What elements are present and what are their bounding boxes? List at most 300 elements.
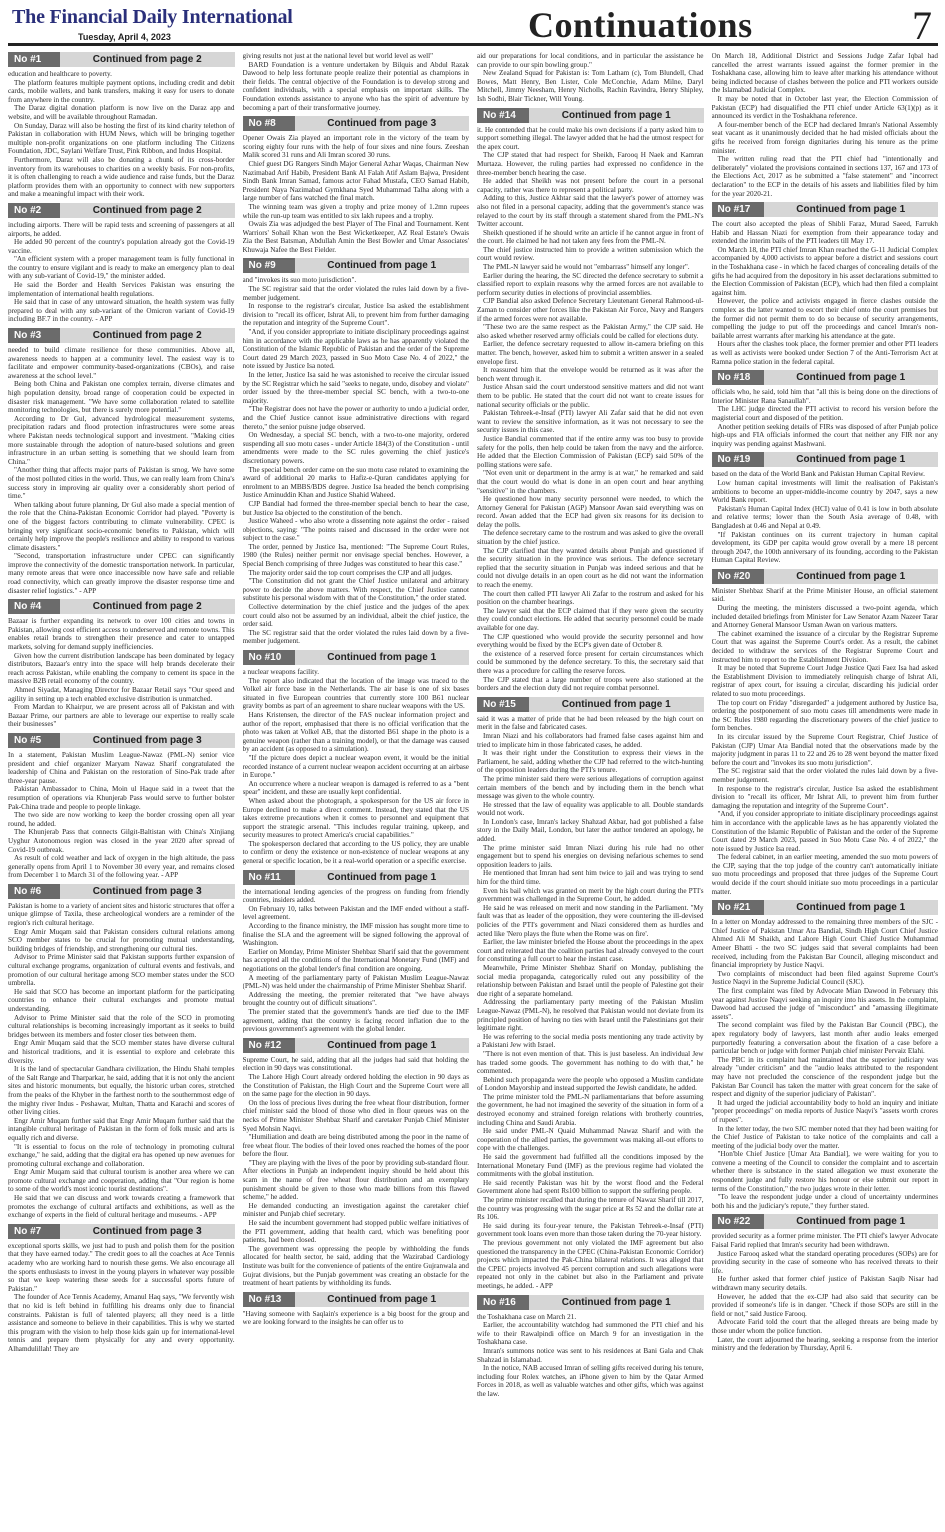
paragraph: "The Registrar does not have the power or authority to undo a judicial order, and the Chief Justice cannot issue administrative directions with regard thereto," the senior puisne judge observed. xyxy=(242,405,469,431)
paragraph: Justice Waheed - who also wrote a dissenting note against the order - raised objections, saying: "The points raised and discussed in the order were not subject to the case." xyxy=(242,517,469,543)
paragraph: Earlier, the defence secretary requested to allow in-camera briefing on this matter. The bench, however, asked him to submit a written answer in a sealed envelope first. xyxy=(477,340,704,366)
paragraph: On Sunday, Daraz will also be hosting the first of its kind charity telethon of Pakistan in collaboration with HUM News, which will be bringing together multiple non-profit organizations on one platform including The Citizens Foundation, JDC, Saylani Welfare Trust, Pink Ribbon, and Indus Hospital. xyxy=(8,121,235,156)
story-body xyxy=(243,1310,470,1327)
story-number: No #22 xyxy=(712,1214,764,1229)
paragraph: He questioned how many security personnel were needed, to which the Attorney General for Pakistan (AGP) Mansoor Awan said everything was on record. Awan added that the ECP had given six reasons for its decision to delay the polls. xyxy=(477,495,704,529)
paragraph: "There is not even mention of that. This is just baseless. An individual Jew has traded some goods. The government has nothing to do with that," he commented. xyxy=(477,1049,704,1076)
paragraph: He was referring to the social media posts mentioning any trade activity by a Pakistani Jew with Israel. xyxy=(477,1032,704,1050)
story-number: No #2 xyxy=(8,203,60,218)
paragraph: The chief justice instructed him to provide a written submission which the court would review. xyxy=(477,245,704,263)
continued-from-label: Continued from page 3 xyxy=(60,733,235,748)
paragraph: It may be noted that Supreme Court Judge Justice Qazi Faez Isa had asked the Establishment Division to immediately relinquish charge of Ishrat Ali, registrar of apex court, for issuing a circular, discarding his judicial order related to suo motu proceedings. xyxy=(711,664,938,698)
paragraph: provided security as a former prime minister. The PTI chief's lawyer Advocate Faisal Farid replied that Imran's security had been withdrawn. xyxy=(711,1232,938,1250)
paragraph: According to the finance ministry, the IMF mission has sought more time to finalise the SLA and the agreement will be signed following the approval of Washington. xyxy=(242,922,469,948)
paragraph: He said that we can discuss and work towards creating a framework that promotes the exchange of cultural artifacts and exhibitions, as well as the exchange of experts in the field of cultural heritage and museums. - APP xyxy=(8,1194,235,1220)
story-body xyxy=(8,221,235,324)
paragraph: The court also accepted the pleas of Shibli Faraz, Murad Saeed, Farrukh Habib and Hassan Niazi for exemption from their appearance today and extended the interim bails of the PTI leaders till May 17. xyxy=(711,220,938,246)
paragraph: The SC registrar said that the order violated the rules laid down by a five-member judgement. xyxy=(242,628,469,646)
story-header xyxy=(243,258,470,273)
story-header xyxy=(477,108,704,123)
paragraph: He said he was released on merit and now standing in the Parliament. "My fault was that as leader of the opposition, they were countering the ill-devised policies of the PTI's government and Niazi considered them as hurdles and acted like 'Nero plays the flute when the Rome was on fire'. xyxy=(477,903,704,938)
paragraph: He further asked that former chief justice of Pakistan Saqib Nisar had withdrawn many security details. xyxy=(711,1275,938,1292)
paragraph: the existence of a reserved force present for certain circumstances which could be summoned by the defence secretary. To this, the secretary said that there was a procedure for calling the reserve forces. xyxy=(477,649,704,675)
paragraph: Imran's summons notice was sent to his residences at Bani Gala and Chak Shahzad in Islamabad. xyxy=(477,1346,704,1364)
story-body xyxy=(477,715,704,1291)
paragraph: the Toshakhana case on March 21. xyxy=(477,1312,577,1321)
paragraph: The two side are now working to keep the border crossing open all year round, he added. xyxy=(8,811,235,828)
paragraph: Engr Amir Muqam said that cultural tourism is another area where we can promote cultural exchange and cooperation, adding that "Our region is home to some of the world's most iconic tourist destinations". xyxy=(8,1168,235,1194)
paragraph: "They are playing with the lives of the poor by providing sub-standard flour. After elections in Punjab an independent inquiry should be held about this scam in the name of free wheat flour distribution and an exemplary punishment should be given to those who made billions from this flawed scheme," he added. xyxy=(242,1158,469,1202)
paragraph: Justice Ahsan said the court understood sensitive matters and did not want them to be public. He stated that the court did not want to create issues for national security officials or the public. xyxy=(477,383,704,409)
paragraph: He said recently Pakistan was hit by the worst flood and the Federal Government alone had spent Rs100 billion to support the suffering people. xyxy=(477,1178,704,1196)
paragraph: The premier stated that the government's 'hands are tied' due to the IMF agreement, adding that the country is facing record inflation due to the previous government's agreement with the global lender. xyxy=(242,1007,469,1034)
paragraph: He mentioned that Imran had sent him twice to jail and was trying to send him for the third time. xyxy=(477,869,704,887)
paragraph: Hans Kristensen, the director of the FAS nuclear information project and author of the report, emphasised that there is no official verification that the photo was taken at Volkel AB, that the distorted B61 shape in the photo is a genuine weapon (rather than a training model), or that the damage was caused by an accident (as opposed to a simulation). xyxy=(242,710,469,754)
story-number: No #17 xyxy=(712,202,764,217)
paragraph: "Having someone with Saqlain's experience is a big boost for the group and we are looking forward to the insights he can offer us to xyxy=(242,1309,469,1327)
paragraph: The prime minister recalled that during the tenure of Nawaz Sharif till 2017, the country was progressing with the sugar price at Rs 52 and the dollar rate at Rs 106. xyxy=(477,1196,704,1222)
story-number: No #1 xyxy=(8,52,60,67)
paragraph: Later, the court adjourned the hearing, seeking a response from the interior ministry and the federation by Thursday, April 6. xyxy=(711,1335,938,1353)
paragraph: From Mardan to Khairpur, we are present across all of Pakistan and with Bazaar Prime, our partners are able to leverage our expertise to really scale their businesses" xyxy=(8,703,235,729)
story-header xyxy=(712,1214,939,1229)
paragraph: the international lending agencies of the progress on funding from friendly countries, insiders added. xyxy=(242,887,469,905)
story xyxy=(8,733,235,880)
paragraph: He stressed that the law of equality was applicable to all. Double standards would not work. xyxy=(477,800,704,818)
paragraph: It had urged the judicial accountability body to hold an inquiry and initiate "proper proceedings" on media reports of Justice Naqvi's "assets worth crores of rupees". xyxy=(711,1098,938,1124)
story-number: No #20 xyxy=(712,569,764,584)
paragraph: However, the police and activists engaged in fierce clashes outside the complex as the latter wanted to escort their chief onto the court premises but the former did not permit them to do so because of security arrangements, compelling the judge to put off the proceedings and cancel Imran's non-bailable arrest warrants after marking his attendance at the gate. xyxy=(711,297,938,340)
story xyxy=(712,370,939,448)
continued-from-label: Continued from page 1 xyxy=(529,108,704,123)
paragraph: "The Constitution did not grant the Chief Justice unilateral and arbitrary power to decide the above matters. With respect, the Chief Justice cannot substitute his personal wisdom with that of the Constitution," the order stated. xyxy=(242,577,469,603)
paragraph: It may be noted that in October last year, the Election Commission of Pakistan (ECP) had disqualified the PTI chief under Article 63(1)(p) as it announced its verdict in the Toshakhana reference. xyxy=(711,94,938,121)
masthead xyxy=(8,0,938,46)
paragraph: Adding to this, Justice Akhtar said that the lawyer's power of attorney was also not filed in a personal capacity, adding that the government's stance was relayed to the court by its staff through a statement shared from the PML-N's Twitter account. xyxy=(477,194,704,229)
paragraph: According to Dr Gul, advanced hydrological measurement systems, precipitation radars and flood protection infrastructures were some areas where Pakistan needs technological support and investment. "Making cities more sustainable through the adoption of nature-based solutions and green infrastructure in an urban setting is something that we should learn from China." xyxy=(8,414,235,466)
continued-from-label: Continued from page 1 xyxy=(764,202,939,217)
story xyxy=(8,203,235,324)
paragraph: The defence secretary came to the rostrum and was asked to give the overall situation by the chief justice. xyxy=(477,529,704,547)
story-body xyxy=(712,220,939,366)
story xyxy=(243,116,470,254)
story xyxy=(8,52,235,199)
story-number: No #14 xyxy=(477,108,529,123)
story-header xyxy=(243,116,470,131)
paragraph: Earlier on Monday, Prime Minister Shehbaz Sharif said that the government has accepted all the conditions of the International Monetary Fund (IMF) and negotiations on the global lender's final condition are ongoing. xyxy=(242,947,469,973)
paragraph: A meeting of the parliamentary party of Pakistan Muslim League-Nawaz (PML-N) was held under the chairmanship of Prime Minister Shehbaz Sharif. xyxy=(242,973,469,991)
paragraph: "These two are the same respect as the Pakistan Army," the CJP said. He also asked whether reserved army officials could be called for elections duty. xyxy=(477,323,704,340)
story-body xyxy=(712,918,939,1210)
story-number: No #9 xyxy=(243,258,295,273)
story-number: No #13 xyxy=(243,1292,295,1307)
paragraph: In response to the registrar's circular, Justice Isa asked the establishment division to "recall its officer, Ishrat Ali, to prevent him from further damaging the reputation and integrity of the Supreme Court". xyxy=(242,302,469,328)
story xyxy=(477,108,704,693)
story-body xyxy=(8,902,235,1220)
paragraph: "Humiliation and death are being distributed among the poor in the name of free wheat flour. The bodies of their loved ones reached the homes of the poor before the flour. xyxy=(242,1133,469,1159)
paragraph: The prime minister said there were serious allegations of corruption against certain members of the bench and by including them in the bench what message was given to the whole country. xyxy=(477,774,704,801)
paragraph: He said the incumbent government had stopped public welfare initiatives of the PTI government, adding that health card, which was benefiting poor patients, had been closed. xyxy=(242,1219,469,1245)
paragraph: In a letter on Monday addressed to the remaining three members of the SJC - Chief Justice of Pakistan Umar Ata Bandial, Sindh High Court Chief Justice Ahmed Ali M Shaikh, and Lahore High Court Chief Justice Muhammad Ameer Bhatti - the two SC judges said that several complaints had been received, including from the Pakistan Bar Council, alleging misconduct and financial impropriety by Justice Naqvi. xyxy=(711,918,938,970)
story-body xyxy=(243,888,470,1034)
paragraph: Addressing the meeting, the premier reiterated that "we have always brought the country out of difficult situations". xyxy=(242,990,469,1008)
paragraph: In a statement, Pakistan Muslim League-Nawaz (PML-N) senior vice president and chief organizer Maryam Nawaz Sharif congratulated the leadership of China and Pakistan on the restoration of Sino-Pak trade after three-year pause. xyxy=(8,750,235,785)
story xyxy=(477,1295,704,1399)
paragraph: Justice Bandial commented that if the entire army was too busy to provide safety for the polls, then help could be taken from the navy and the airforce. He added that the Election Commission of Pakistan (ECP) said 50% of the polling stations were safe. xyxy=(477,434,704,469)
paragraph: The majority order said the top court comprises the CJP and all judges. xyxy=(248,568,453,577)
story-number: No #4 xyxy=(8,599,60,614)
story xyxy=(243,1038,470,1288)
paragraph: In the letter today, the two SJC member noted that they had been waiting for the Chief Justice of Pakistan to take notice of the complaints and call a meeting of the judicial body over the matter. xyxy=(711,1124,938,1150)
paragraph: it. He contended that he could make his own decisions if a party asked him to support something illegal. The lawyer added that he had the utmost respect for the apex court. xyxy=(477,125,704,151)
continued-from-label: Continued from page 3 xyxy=(60,1224,235,1239)
continued-from-label: Continued from page 1 xyxy=(295,258,470,273)
paragraph: He said during its four-year tenure, the Pakistan Tehreek-e-Insaf (PTI) government took loans even more than those taken during the 70-year history. xyxy=(477,1221,704,1239)
story-number: No #7 xyxy=(8,1224,60,1239)
story xyxy=(712,900,939,1210)
paragraph: It reassured him that the envelope would be returned as it was after the bench went through it. xyxy=(477,366,704,383)
story xyxy=(243,258,470,646)
story-body xyxy=(712,1232,939,1352)
paragraph: The CJP clarified that they wanted details about Punjab and questioned if the security situation in the province was serious. The defence secretary replied that the security situation in Punjab was indeed serious and that he could not divulge details in an open court as he did not want the information to reach the enemy. xyxy=(477,546,704,590)
paragraph: On March 18, the PTI chief Imran Khan reached the G-11 Judicial Complex accompanied by 4,000 activists to appear before a district and sessions court in the Toshakhana case - in which he faced charges of concealing details of the gifts he had acquired from the depository in his asset declarations submitted to the Election Commission of Pakistan (ECP), which had then filed a complaint against him. xyxy=(711,245,938,297)
continued-from-label: Continued from page 3 xyxy=(295,116,470,131)
paragraph: He said the Border and Health Services Pakistan was ensuring the implementation of international health regulations. xyxy=(8,281,235,298)
paragraph: "Hon'ble Chief Justice [Umar Ata Bandial], we were waiting for you to convene a meeting of the Council to consider the complaint and to ascertain whether there is substance in the stated allegation we must exonerate the respondent judge and fully restore his honour or else submit our report in terms of the Constitution," the two judges wrote in their letter. xyxy=(711,1150,938,1193)
paragraph: In its circular issued by the Supreme Court Registrar, Chief Justice of Pakistan (CJP) Umar Ata Bandial noted that the observations made by the majority judgment in paras 11 to 22 and 26 to 28 went beyond the matter fixed before the court and "invokes its suo motu jurisdiction". xyxy=(711,732,938,767)
paragraph: Behind such propaganda were the people who opposed a Muslim candidate of London Mayorship and instead supported the Jewish candidate, he added. xyxy=(477,1075,704,1093)
paragraph: CJP Bandial had formed the three-member special bench to hear the case, but Justice Isa objected to the constitution of the bench. xyxy=(242,499,469,517)
paragraph: Advisor to Prime Minister said that the role of the SCO in promoting cultural relationships is becoming increasingly important as it seeks to build bridges between its members and foster closer ties between them. xyxy=(8,1013,235,1039)
paragraph: Addressing the parliamentary party meeting of the Pakistan Muslim League-Nawaz (PML-N), he resolved that Pakistan would not deviate from its principled position of having no ties with Israel until the Palestinians got their legitimate right. xyxy=(477,998,704,1033)
story-number: No #15 xyxy=(477,697,529,712)
paragraph: Pakistan Ambassador to China, Moin ul Haque said in a tweet that the resumption of operations via Khunjerab Pass would serve to further bolster Pak-China trade and people to people linkage. xyxy=(8,785,235,811)
paragraph: a nuclear weapons facility. xyxy=(242,668,320,676)
continued-from-label: Continued from page 3 xyxy=(60,884,235,899)
paragraph: "It is essential to focus on the role of technology in promoting cultural exchange," he said, adding that the digital era has opened up new avenues for promoting cultural exchange and collaboration. xyxy=(8,1142,235,1168)
paragraph: "Second, transportation infrastructure under CPEC can significantly improve the connectivity of the domestic transportation network. In particular, many remote areas that were once inaccessible now have safe and reliable road connectivity, which can greatly improve the disaster response time and disaster relief logistics." - APP xyxy=(8,552,235,595)
continued-from-label: Continued from page 2 xyxy=(60,203,235,218)
paragraph: Earlier during the hearing, the SC directed the defence secretary to submit a classified report to explain reasons why the armed forces are not available to perform security duties in elections of provincial assemblies. xyxy=(477,271,704,297)
story-body xyxy=(477,52,704,104)
story-body xyxy=(477,1313,704,1399)
paragraph: Low human capital investments will limit the realisation of Pakistan's ambitions to become an upper-middle-income country by 2047, says a new World Bank report. xyxy=(711,478,938,505)
paragraph: When asked about the photograph, a spokesperson for the US air force in Europe declined to make a direct comment. Instead, they stated that the US takes extreme precautions when it comes to personnel and equipment that support the strategic arsenal. "This includes regular training, upkeep, and security measures to protect America's crucial capabilities." xyxy=(242,796,469,840)
newspaper-name: The Financial Daily International xyxy=(12,6,293,28)
paragraph: "Not even unit or department in the army is at war," he remarked and said that the court would do what is done in an open court and hear anything "sensitive" in the chambers. xyxy=(477,469,704,495)
paragraph: BARD Foundation is a venture undertaken by Bilquis and Abdul Razak Dawood to help less fortunate people realize their potential as champions in their fields. The central objective of the Foundation is to develop strong and confident individuals, with a special emphasis on important skills. The Foundation extends assistance to anyone who has the spirit of adventure by becoming a part of their transformative journey. xyxy=(242,60,469,112)
story xyxy=(712,52,939,198)
story-header xyxy=(712,370,939,385)
paragraph: Collective determination by the chief justice and the judges of the apex court could also not be assumed by an individual, albeit the chief justice, the order said. xyxy=(242,603,469,629)
paragraph: The CJP questioned who would provide the security personnel and how everything would be fixed by the ECP's given date of October 8. xyxy=(477,632,704,650)
paragraph: He added 90 percent of the country's population already got the Covid-19 vaccine. xyxy=(8,238,235,255)
paragraph: The Lahore High Court already ordered holding the election in 90 days as the Constitution of Pakistan, the High Court and the Supreme Court were all on the same page for the election in 90 days. xyxy=(242,1072,469,1099)
story-number: No #12 xyxy=(243,1038,295,1053)
story xyxy=(712,202,939,366)
paragraph: Another petition seeking details of FIRs was disposed of after Punjab police high-ups and FIA officials informed the court that neither any FIR nor any inquiry was pending against Mashwani. xyxy=(711,422,938,448)
continued-from-label: Continued from page 1 xyxy=(295,650,470,665)
story xyxy=(243,650,470,866)
paragraph: Sheikh questioned if he should write an article if he cannot argue in front of the court. He claimed he had not taken any fees from the PML-N. xyxy=(477,228,704,246)
paragraph: The cabinet examined the issuance of a circular by the Registrar Supreme Court that was against the Supreme Court's order. As a result, the cabinet decided to withdraw the services of the Registrar Supreme Court and instructed him to report to the Establishment Division. xyxy=(711,629,938,664)
paragraph: On Wednesday, a special SC bench, with a two-to-one majority, ordered suspending all suo motu cases - under Article 184(3) of the Constitution - until amendments were made to the SC rules governing the chief justice's discretionary powers. xyxy=(242,431,469,465)
story xyxy=(477,52,704,104)
paragraph: Being both China and Pakistan one complex terrain, diverse climates and high population density, broad range of cooperation could be expected in disaster risk management. "We have some collaboration related to satellite monitoring technologies, but there is surely more potential." xyxy=(8,380,235,415)
story-header xyxy=(712,452,939,467)
continued-from-label: Continued from page 1 xyxy=(764,370,939,385)
paragraph: The PML-N lawyer said he would not "embarrass" himself any longer". xyxy=(483,263,690,272)
paragraph: Pakistan's Human Capital Index (HCI) value of 0.41 is low in both absolute and relative terms; lower than the South Asia average of 0.48, with Bangladesh at 0.46 and Nepal at 0.49. xyxy=(711,504,938,530)
paragraph: Advocate Farid told the court that the alleged threats are being made by those under whom the police function. xyxy=(711,1318,938,1335)
paragraph: On the loss of precious lives during the free wheat flour distribution, former chief minister said the blood of those who died in flour queues was on the necks of Prime Minister Shehbaz Sharif and caretaker Punjab Chief Minister Syed Mohsin Naqvi. xyxy=(242,1098,469,1133)
paragraph: The government was oppressing the people by withholding the funds allocated for health sector, he said, adding that the Wazirabad Cardiology Institute was built for the convenience of patients of the entire Gujranwala and Gujrat divisions, but the Punjab government was creating an obstacle for the treatment of heart patients by withholding its funds. xyxy=(242,1244,469,1288)
story-header xyxy=(8,1224,235,1239)
paragraph: The report also indicated that the location of the image was traced to the Volkel air force base in the Netherlands. The air base is one of six bases situated in five European countries that currently store 100 B61 nuclear gravity bombs as part of an agreement to share nuclear weapons with the US. xyxy=(242,676,469,711)
paragraph: Minister Shehbaz Sharif at the Prime Minister House, an official statement said. xyxy=(711,586,938,604)
paragraph: A four-member bench of the ECP had declared Imran's National Assembly seat vacant as it unanimously decided that he had misled officials about the gifts he received from foreign dignitaries during his tenure as the prime minister. xyxy=(711,120,938,155)
paragraph: Given how the current distribution landscape has been dominated by legacy distributors, Bazaar's entry into the space will help brands decelerate their reach across Pakistan, while enabling the company to cement its space in the massive B2B retail economy of the country. xyxy=(8,651,235,686)
story-body xyxy=(712,52,939,198)
continued-from-label: Continued from page 1 xyxy=(529,697,704,712)
paragraph: Chief guest DG Rangers Sindh Major General Azhar Waqas, Chairman New Nazimabad Arif Habib, President Bank Al Falah Atif Aslam Bajwa, President Sindh Bank Imran Samad, famous actor Fahad Mustafa, CEO Samad Habib, President Naya Nazimabad Gymkhana Syed Muhammad Talha along with a large number of fans watched the final match. xyxy=(242,159,469,203)
story-body xyxy=(8,1242,235,1354)
story xyxy=(243,1292,470,1327)
story-number: No #10 xyxy=(243,650,295,665)
paragraph: He said the government had fulfilled all the conditions imposed by the International Monetary Fund (IMF) as the previous regime had violated the commitments with the global institution. xyxy=(477,1153,704,1179)
paragraph: The second complaint was filed by the Pakistan Bar Council (PBC), the apex regulatory body of lawyers, last month after audio leaks emerged purportedly featuring a conversation about the fixation of a case before a particular bench or judge with former Punjab chief minister Pervaiz Elahi. xyxy=(711,1021,938,1056)
paragraph: based on the data of the World Bank and Pakistan Human Capital Review. xyxy=(711,470,925,479)
continued-from-label: Continued from page 2 xyxy=(60,52,235,67)
paragraph: "And, if you consider appropriate to initiate disciplinary proceedings against him in accordance with the applicable laws as he has apparently violated the Constitution of the Islamic Republic of Pakistan and the order of the Supreme Court dated 29 March 2023, passed in Suo Motu Case No. 4 of 2022," the note issued by Justice Isa read. xyxy=(711,810,938,853)
paragraph: and "invokes its suo moto jurisdiction". xyxy=(242,276,357,285)
story-body xyxy=(243,1056,470,1288)
paragraph: The first complaint was filed by Advocate Mian Dawood in February this year against Justice Naqvi seeking an inquiry into his assets. In the complaint, Dawood had accused the judge of "misconduct" and "amassing illegitimate assets". xyxy=(711,987,938,1021)
paragraph: Pakistan Tehreek-e-Insaf (PTI) lawyer Ali Zafar said that he did not even want to review the sensitive information, as it was not necessary to see the security issues in this case. xyxy=(477,409,704,435)
story-header xyxy=(243,1038,470,1053)
story-header xyxy=(8,203,235,218)
column-2 xyxy=(243,52,470,1528)
paragraph: On March 18, Additional District and Sessions Judge Zafar Iqbal had cancelled the arrest warrants issued against the former premier in the Toshakhana case, allowing him to leave after marking his attendance without being indicted because of clashes between the police and PTI workers outside the Islamabad Judicial Complex. xyxy=(711,52,938,95)
story xyxy=(712,569,939,896)
story-body xyxy=(8,617,235,729)
paragraph: The LHC judge directed the PTI activist to record his version before the magisterial court and disposed of the petition. xyxy=(711,405,938,422)
paragraph: The founder of Ace Tennis Academy, Amanul Haq says, "We fervently wish that no kid is left behind in fulfilling his dreams only due to financial constraints. Pakistan is full of talented players; all they need is a little assistance and someone to believe in their capabilities. This is why we started this program with the vision to help those kids gain up for international-level tennis and prepare them physically for any and every opportunity. Alhamdulillah! They are xyxy=(8,1293,235,1353)
story-number: No #3 xyxy=(8,328,60,343)
paragraph: During the meeting, the ministers discussed a two-point agenda, which included detailed briefings from Minister for Law Senator Azam Nazeer Tarar and Attorney General Mansoor Usman Awan on various matters. xyxy=(711,604,938,630)
paragraph: The PBC in its complaint had maintained that the superior judiciary was already "under criticism" and the "audio leaks attributed to the respondent may have not precluded the conscience of the respondent judge but the Pakistan Bar Council has taken the matter with great concern for the sake of respect and dignity of the superior judiciary of Pakistan". xyxy=(711,1055,938,1099)
story-header xyxy=(477,697,704,712)
continued-from-label: Continued from page 1 xyxy=(764,569,939,584)
story-body xyxy=(712,587,939,896)
continued-from-label: Continued from page 1 xyxy=(295,1038,470,1053)
paragraph: needed to build climate resilience for these communities. Above all, awareness needs to happen at a community level. The easiest way is to facilitate and empower community-based-organizations (CBOs), and raise awareness at the school level." xyxy=(8,346,235,380)
paragraph: The spokesperson declared that according to the US policy, they are unable to confirm or deny the existence or non-existence of nuclear weapons at any general or specific location, be it a real-world operation or a specific exercise. xyxy=(242,839,469,866)
paragraph: In the letter, Justice Isa said he was astonished to receive the circular issued by the SC Registrar which he said "seeks to negate, undo, disobey and violate" order issued by the three-member special SC bench, with a two-to-one majority. xyxy=(242,371,469,405)
paragraph: The Khunjerab Pass that connects Gilgit-Baltistan with China's Xinjiang Uyghur Autonomous region was closed in the year 2020 after spread of Covid-19 outbreak. xyxy=(8,828,235,854)
paragraph: Meanwhile, Prime Minister Shehbaz Sharif on Monday, publishing the social media propaganda, categorically ruled out any possibility of the relationship between Pakistan and Israel until the people of Palestine got their due right of a separate homeland. xyxy=(477,963,704,998)
story-body xyxy=(243,134,470,254)
paragraph: The CJP stated that a large number of troops were also stationed at the borders and the election duty did not require combat personnel. xyxy=(477,675,704,693)
paragraph: Earlier, the law minister briefed the House about the proceedings in the apex court and reiterated that the coalition parties had already conveyed to the court for constituting a full court to hear the instant case. xyxy=(477,938,704,964)
continued-from-label: Continued from page 1 xyxy=(764,900,939,915)
story xyxy=(243,52,470,112)
paragraph: "An efficient system with a proper management team is fully functional in the country to ensure vigilant and is ready to make an emergency plan to deal with any sub-variant of Covid-19," the minister added. xyxy=(8,255,235,281)
paragraph: The platform features multiple payment options, including credit and debit cards, mobile wallets, and bank transfers, making it easy for users to donate from anywhere in the country. xyxy=(8,78,235,104)
paragraph: Advisor to Prime Minister said that Pakistan supports further expansion of cultural exchange programs, organization of cultural events and festivals, and promotion of our cultural heritage among SCO member states under the SCO umbrella. xyxy=(8,953,235,988)
paragraph: officials who, he said, told him that "all this is being done on the directions of Interior Minister Rana Sanaullah". xyxy=(711,388,938,405)
story-number: No #11 xyxy=(243,870,295,885)
paragraph: As result of cold weather and lack of oxygen in the high altitude, the pass generally opens from April 1 to November 30 every year, and remains closed from December 1 to March 31 of the following year. - APP xyxy=(8,854,235,880)
story xyxy=(243,870,470,1034)
story xyxy=(8,1224,235,1354)
story-header xyxy=(477,1295,704,1310)
story-number: No #8 xyxy=(243,116,295,131)
paragraph: Owais Zia was adjudged the best Player of The Final and Tournament. Kent Warriors' Sohail Khan won the Best Wicketkeeper, AZ Real Estate's Owais Zia the Best Batsman, Abdullah Amin the Best Bowler and Umar Associates' Khuwaja Nafee the Best Fielder. xyxy=(242,220,469,254)
story-header xyxy=(712,900,939,915)
story-header xyxy=(8,884,235,899)
paragraph: New Zealand Squad for Pakistan is: Tom Latham (c), Tom Blundell, Chad Bowes, Matt Henry, Ben Lister, Cole McConchie, Adam Milne, Daryl Mitchell, Jimmy Neesham, Henry Nicholls, Rachin Ravindra, Henry Shipley, Ish Sodhi, Blair Tickner, Will Young. xyxy=(477,69,704,103)
story-number: No #6 xyxy=(8,884,60,899)
paragraph: Pakistan is home to a variety of ancient sites and historic structures that offer a unique glimpse of Taxila, these archeological wonders are a reminder of the region's rich cultural heritage. xyxy=(8,901,235,928)
paragraph: said it was a matter of pride that he had been released by the high court on merit in the false and fabricated cases. xyxy=(477,714,704,732)
section-title: Continuations xyxy=(528,5,753,45)
story-header xyxy=(8,52,235,67)
paragraph: In the notice, NAB accused Imran of selling gifts received during his tenure, including four Rolex watches, an iPhone given to him by the Qatar Armed Forces in 2018, as well as valuable watches and other gifts, which was against the law. xyxy=(477,1364,704,1398)
story xyxy=(8,599,235,729)
story-body xyxy=(243,52,470,112)
story xyxy=(712,1214,939,1352)
paragraph: giving results not just at the national level but world level as well" xyxy=(242,52,434,60)
paragraph: He demanded conducting an investigation against the caretaker chief minister and Punjab chief secretary. xyxy=(242,1201,469,1219)
paragraph: The special bench order came on the suo motu case related to examining the award of additional 20 marks to Hafiz-e-Quran candidates applying for enrolment to an MBBS/BDS degree. Justice Isa headed the bench comprising Justice Aminuddin Khan and Justice Shahid Waheed. xyxy=(242,465,469,500)
paragraph: The Daraz digital donation platform is now live on the Daraz app and website, and will be available throughout Ramadan. xyxy=(8,104,235,121)
paragraph: Two complaints of misconduct had been filed against Supreme Court's Justice Naqvi in the Supreme Judicial Council (SJC). xyxy=(711,969,938,987)
paragraph: The order, penned by Justice Isa, mentioned: "The Supreme Court Rules, 1980 (the Rules) neither permit nor envisage special benches. However, a Special Bench comprising of three Judges was constituted to hear this case." xyxy=(242,542,469,569)
continued-from-label: Continued from page 1 xyxy=(529,1295,704,1310)
story-body xyxy=(243,668,470,866)
paragraph: Even his bail which was granted on merit by the high court during the PTI's government was challenged in the Supreme Court, he added. xyxy=(477,886,704,904)
paragraph: The SC registrar said that the order violated the rules laid down by a five-member judgement. xyxy=(242,285,469,302)
paragraph: The prime minister told the PML-N parliamentarians that before assuming the government, he had not imagined the severity of the situation in form of a destroyed economy and strained foreign relations with brotherly countries, including China and Saudi Arabia. xyxy=(477,1092,704,1127)
story-header xyxy=(243,1292,470,1307)
paragraph: Justice Farooq asked what the standard operating procedures (SOPs) are for providing security in the case of someone who has received threats to their life. xyxy=(711,1249,938,1275)
story-body xyxy=(712,470,939,565)
paragraph: "And, if you consider appropriate to initiate disciplinary proceedings against him in accordance with the applicable laws as he has apparently violated the Constitution of the Islamic Republic of Pakistan and the order of the Supreme Court dated 29 March 2023, passed in Suo Moto Case No. 4 of 2022," the note issued by Justice Isa noted. xyxy=(242,328,469,371)
story-body xyxy=(8,346,235,595)
paragraph: The previous government not only violated the IMF agreement but also questioned the transparency in the CPEC (China-Pakistan Economic Corridor) projects which impacted the Pak-China bilateral relations. It was alleged that the CPEC projects involved 45 percent corruption and such allegations were repeated not only in the cabinet but also in the Parliament and private meetings, he added. - APP xyxy=(477,1238,704,1290)
paragraph: education and healthcare to poverty. xyxy=(8,70,112,78)
paragraph: Supreme Court, he said, adding that all the judges had said that holding the election in 90 days was constitutional. xyxy=(242,1055,469,1073)
column-3 xyxy=(477,52,704,1528)
paragraph: "Another thing that affects major parts of Pakistan is smog. We have some of the most polluted cities in the world. Thus, we can really learn from China's success story in improving air quality over a considerably short period of time." xyxy=(8,466,235,501)
paragraph: In response to the registrar's circular, Justice Isa asked the establishment division to "recall its officer, Mr Ishrat Ali, to prevent him from further damaging the reputation and integrity of the Supreme Court". xyxy=(711,784,938,810)
paragraph: The top court on Friday "disregarded" a judgement authored by Justice Isa, ordering the postponement of suo motu cases till amendments were made in the SC Rules 1980 regarding the discretionary powers of the chief justice to form benches. xyxy=(711,698,938,733)
paragraph: Ahmed Siyadat, Managing Director for Bazaar Retail says "Our speed and agility in setting up a tech enabled exclusive distribution is unmatched. xyxy=(8,686,235,703)
continued-from-label: Continued from page 1 xyxy=(764,1214,939,1229)
paragraph: When talking about future planning, Dr Gul also made a special mention of the role that the China-Pakistan Economic Corridor had played. "Poverty is one of the biggest factors contributing to climate vulnerability. CPEC is bringing very significant socio-economic benefits to Pakistan, which will certainly help improve the people's resilience and ability to respond to various climate disasters." xyxy=(8,500,235,552)
paragraph: Bazaar is further expanding its network to over 100 cities and towns in Pakistan, allowing cost efficient access to underserved and remote towns. This enables retail brands to strengthen their presence and cater to untapped markets, solving for demand supply inefficiencies. xyxy=(8,617,235,652)
paragraph: Opener Owais Zia played an important role in the victory of the team by scoring eighty four runs with the help of four sixes and nine fours. Zeeshan Malik scored 31 runs and Ali Imran scored 30 runs. xyxy=(242,134,469,160)
story xyxy=(8,884,235,1220)
story-header xyxy=(712,202,939,217)
story-body xyxy=(243,276,470,646)
continued-from-label: Continued from page 2 xyxy=(60,599,235,614)
paragraph: In London's case, Imran's lackey Shahzad Akbar, had got published a false story in the Daily Mail, London, but later the author tendered an apology, he added. xyxy=(477,817,704,844)
story-header xyxy=(8,733,235,748)
story-number: No #18 xyxy=(712,370,764,385)
news-columns xyxy=(8,52,938,1528)
continued-from-label: Continued from page 2 xyxy=(60,328,235,343)
paragraph: Hours after the clashes took place, the former premier and other PTI leaders as well as activists were booked under Section 7 of the Anti-Terrorism Act at Ramna police station in the federal capital. xyxy=(711,340,938,366)
story-header xyxy=(8,599,235,614)
paragraph: "If Pakistan continues on its current trajectory in human capital development, its GDP per capita would grow overall by a mere 18 percent through 2047, the 100th anniversary of its founding, according to the Pakistan Human Capital Review. xyxy=(711,530,938,565)
story-header xyxy=(243,650,470,665)
story-number: No #5 xyxy=(8,733,60,748)
story-header xyxy=(243,870,470,885)
continued-from-label: Continued from page 1 xyxy=(764,452,939,467)
paragraph: On February 10, talks between Pakistan and the IMF ended without a staff-level agreement. xyxy=(242,904,469,922)
paragraph: Furthermore, Daraz will also be donating a chunk of its cross-border inventory from its warehouses to charities on a weekly basis. For non-profits, it is often challenging to reach a wide audience and raise funds, but the Daraz platform provides them with an opportunity to connect with new supporters and make a meaningful impact with their work. xyxy=(8,155,235,199)
paragraph: The lawyer said that the ECP claimed that if they were given the security they could conduct elections. He added that security personnel could be made available for one day. xyxy=(477,606,704,632)
story xyxy=(712,452,939,565)
column-1 xyxy=(8,52,235,1528)
story-body xyxy=(712,388,939,448)
story-body xyxy=(8,751,235,880)
issue-date: Tuesday, April 4, 2023 xyxy=(78,32,171,42)
paragraph: He added that Sheikh was not present before the court in a personal capacity, rather was there to represent a political party. xyxy=(477,177,704,194)
story-header xyxy=(712,569,939,584)
story-body xyxy=(477,126,704,693)
story-header xyxy=(8,328,235,343)
paragraph: The court then called PTI lawyer Ali Zafar to the rostrum and asked for his position on the chamber hearings. xyxy=(477,589,704,607)
paragraph: aid our preparations for local conditions, and in particular the assistance he can provide to our spin bowling group." xyxy=(477,52,704,69)
paragraph: It is the land of spectacular Gandhara civilization, the Hindu Shahi temples of the Salt Range and Tharparkar, he said, adding that it is not only the ancient sites and historic monuments, but equally, the historic urban cores, stretched from the peaks of the Khyber in the farthest north to the southernmost edge of the mighty river Indus - Peshawar, Multan, Thatta and Karachi and scores of other living cities. xyxy=(8,1065,235,1117)
paragraph: including airports. There will be rapid tests and screening of passengers at all airports, he added. xyxy=(8,220,235,238)
paragraph: exceptional sports skills, we just had to push and polish them for the position that they have earned today." The credit goes to all the coaches at Ace Tennis academy who are working hard to nourish these gems. We also encourage all the sports enthusiasts to invest in the young players in whatever way possible so that we keep watering these seeds for a successful sports future of Pakistan." xyxy=(8,1241,235,1293)
paragraph: An occurrence where a nuclear weapon is damaged is referred to as a "bent spear" incident, and these are usually kept confidential. xyxy=(242,779,469,797)
paragraph: He said that SCO has become an important platform for the participating countries to enhance their cultural exchanges and promote mutual understanding. xyxy=(8,987,235,1013)
story xyxy=(477,697,704,1291)
paragraph: CJP Bandial also asked Defence Secretary Lieutenant General Rahmood-ul-Zaman to consider other forces like the Pakistan Air Force, Navy and Rangers if the armed forces were not available. xyxy=(477,297,704,323)
column-4 xyxy=(712,52,939,1528)
page-number: 7 xyxy=(912,3,932,48)
paragraph: The written ruling read that the PTI chief had "intentionally and deliberately" violated the provisions contained in sections 137, 167 and 173 of the Elections Act, 2017 as he submitted a "false statement" and "incorrect declaration" to the ECP in the details of his assets and liabilities filed by him for the year 2020-21. xyxy=(711,155,938,198)
paragraph: It was their right under the Constitution to express their views in the Parliament, he said, adding whether the CJP had referred to the witch-hunting of the opposition leaders during the PTI's tenure. xyxy=(477,749,704,775)
paragraph: The federal cabinet, in an earlier meeting, amended the suo motu powers of the CJP, saying that the top judge of the country can't automatically initiate suo motu proceedings and proposed that three judges of the Supreme Court would decide if the court should initiate suo motu proceedings in a particular matter. xyxy=(711,853,938,896)
continued-from-label: Continued from page 1 xyxy=(295,870,470,885)
story-number: No #21 xyxy=(712,900,764,915)
paragraph: He said that in case of any untoward situation, the health system was fully prepared to deal with any sub-variant of the Omicron variant of Covid-19 including BF.7 in the country. - APP xyxy=(8,298,235,324)
paragraph: "If the picture does depict a nuclear weapon event, it would be the initial recorded instance of a current nuclear weapon accident occurring at an airbase in Europe." xyxy=(242,753,469,780)
paragraph: "To leave the respondent judge under a cloud of uncertainty undermines both his and the judiciary's repute," they further stated. xyxy=(711,1193,938,1210)
continued-from-label: Continued from page 1 xyxy=(295,1292,470,1307)
paragraph: Earlier, the accountability watchdog had summoned the PTI chief and his wife to their Rawalpindi office on March 9 for an investigation in the Toshakhana case. xyxy=(477,1321,704,1347)
paragraph: The winning team was given a trophy and prize money of 1.2mn rupees while the run-up team was entitled to six lakh rupees and a trophy. xyxy=(242,202,469,220)
story xyxy=(8,328,235,595)
paragraph: Engr Amir Muqam said that the SCO member states have diverse cultural and historical traditions, and it is essential to explore and celebrate this diversity. xyxy=(8,1039,235,1065)
paragraph: The SC registrar said that the order violated the rules laid down by a five-member judgement. xyxy=(711,767,938,784)
paragraph: Engr Amir Muqam further said that Engr Amir Muqam further said that the intangible cultural heritage of Pakistan in the form of folk music and arts is equally rich and diverse. xyxy=(8,1116,235,1142)
paragraph: The CJP stated that had respect for Sheikh, Farooq H Naek and Kamran Murtaza. However, the ruling parties had expressed no confidence in the three-member bench hearing the case. xyxy=(477,151,704,177)
paragraph: Engr Amir Muqam said that Pakistan considers cultural relations among SCO member states to be crucial for promoting mutual understanding, building bridges of friendship, and strengthening our cultural ties. xyxy=(8,927,235,953)
paragraph: The prime minister said Imran Niazi during his rule had no other engagement but to spend his energies on devising nefarious schemes to send opposition leaders to jails. xyxy=(477,843,704,869)
paragraph: He said under PML-N Quaid Muhammad Nawaz Sharif and with the cooperation of the allied parties, the government was making all-out efforts to cope with the challenges. xyxy=(477,1127,704,1153)
story-number: No #19 xyxy=(712,452,764,467)
story-number: No #16 xyxy=(477,1295,529,1310)
paragraph: Imran Niazi and his collaborators had framed false cases against him and tried to implicate him in those fabricated cases, he added. xyxy=(477,731,704,749)
paragraph: However, he added that the ex-CJP had also said that security can be provided if someone's life is in danger. "Check if those SOPs are still in the field or not," said Justice Farooq. xyxy=(711,1292,938,1318)
